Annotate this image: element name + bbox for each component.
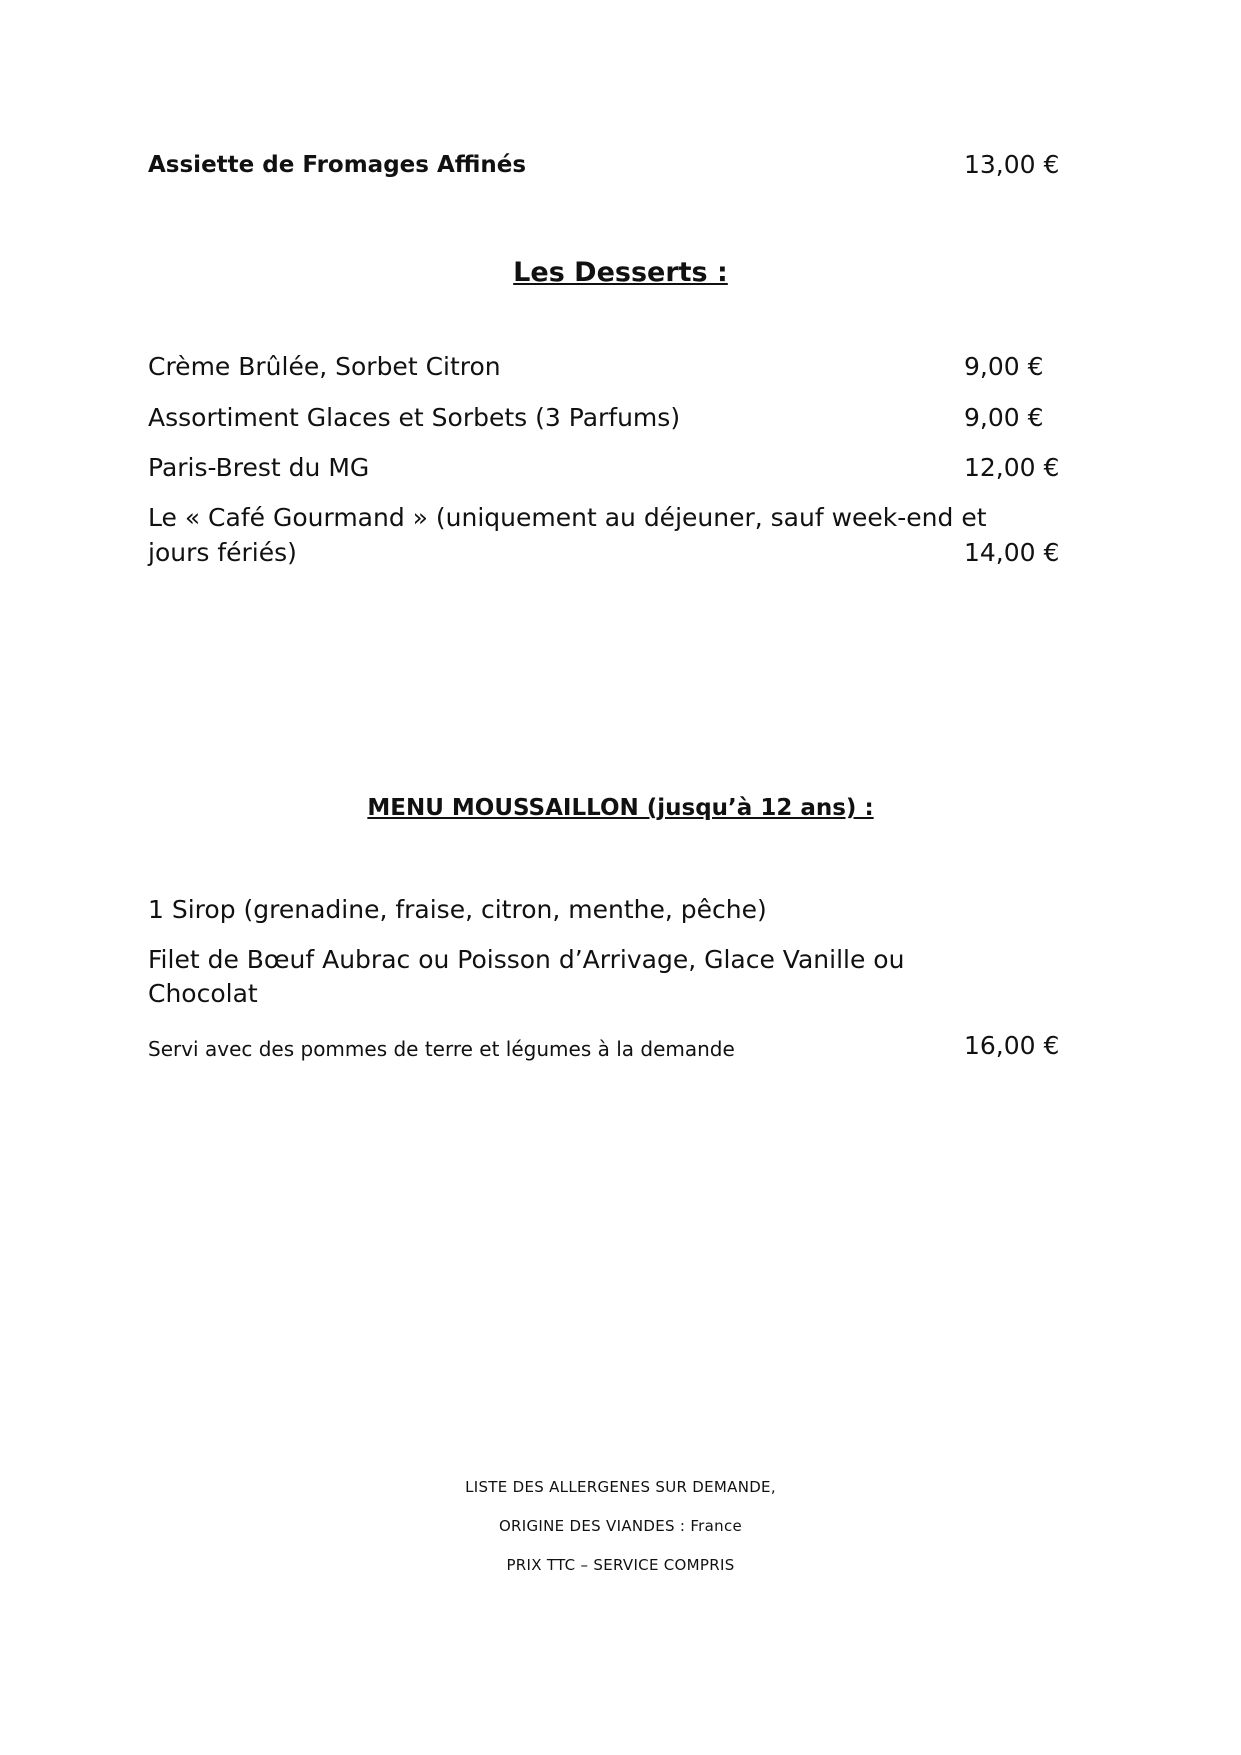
- dessert-item-name: Paris-Brest du MG: [148, 453, 370, 482]
- dessert-item-name: Crème Brûlée, Sorbet Citron: [148, 352, 501, 381]
- kids-menu-note: Servi avec des pommes de terre et légumes à la demande: [148, 1037, 735, 1061]
- dessert-item-price: 12,00 €: [964, 453, 1060, 482]
- cheese-item-name: Assiette de Fromages Affinés: [148, 152, 527, 178]
- kids-menu-heading: MENU MOUSSAILLON (jusqu’à 12 ans) :: [367, 795, 874, 821]
- footer-allergens: LISTE DES ALLERGENES SUR DEMANDE,: [465, 1478, 776, 1496]
- desserts-heading: Les Desserts :: [513, 257, 728, 288]
- cafe-gourmand-price: 14,00 €: [964, 538, 1060, 567]
- dessert-item-price: 9,00 €: [964, 403, 1044, 432]
- dessert-item-price: 9,00 €: [964, 352, 1044, 381]
- kids-menu-main-text-line2: Chocolat: [148, 979, 258, 1008]
- cheese-item-price: 13,00 €: [964, 150, 1060, 179]
- footer-price-note: PRIX TTC – SERVICE COMPRIS: [506, 1556, 735, 1574]
- kids-menu-main-text-line1: Filet de Bœuf Aubrac ou Poisson d’Arrivage, Glace Vanille ou: [148, 945, 905, 974]
- cafe-gourmand-text-line2: jours fériés): [148, 538, 297, 567]
- dessert-item-name: Assortiment Glaces et Sorbets (3 Parfums): [148, 403, 681, 432]
- kids-menu-drink-text: 1 Sirop (grenadine, fraise, citron, menthe, pêche): [148, 895, 767, 924]
- kids-menu-price: 16,00 €: [964, 1031, 1060, 1060]
- footer-meat-origin: ORIGINE DES VIANDES : France: [498, 1517, 743, 1535]
- cafe-gourmand-text-line1: Le « Café Gourmand » (uniquement au déjeuner, sauf week-end et: [148, 503, 987, 532]
